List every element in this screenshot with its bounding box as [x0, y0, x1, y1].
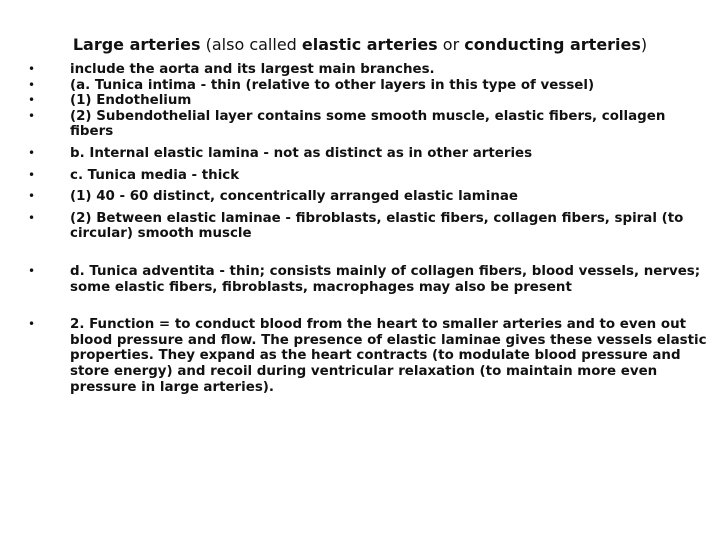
bullet-item: • (2) Between elastic laminae - fibroblasts, elastic fibers, collagen fibers, spiral (to circular) smooth muscle	[28, 211, 708, 242]
title-part-6: )	[640, 35, 648, 54]
bullet-item: • (2) Subendothelial layer contains some smooth muscle, elastic fibers, collagen fibers	[28, 109, 708, 140]
bullet-item: • b. Internal elastic lamina - not as distinct as in other arteries	[28, 146, 708, 162]
bullet-list	[28, 62, 708, 395]
bullet-item: • 2. Function = to conduct blood from the heart to smaller arteries and to even out blood pressure and flow. The presence of elastic laminae gives these vessels elastic properties. They expand as the heart contracts (to modulate blood pressure and store energy) and recoil during ventricular relaxation (to maintain more even pressure in large arteries).	[28, 317, 708, 395]
title-part-4: or	[437, 35, 465, 54]
bullet-item: • c. Tunica media - thick	[28, 168, 708, 184]
title-part-3: elastic arteries	[301, 35, 438, 54]
slide-title	[0, 34, 720, 56]
title-part-5: conducting arteries	[464, 35, 641, 54]
bullet-item: • (1) Endothelium	[28, 93, 708, 109]
bullet-item: • (1) 40 - 60 distinct, concentrically arranged elastic laminae	[28, 189, 708, 205]
title-part-1: Large arteries	[72, 35, 201, 54]
bullet-item: • include the aorta and its largest main branches.	[28, 62, 708, 78]
bullet-item: • (a. Tunica intima - thin (relative to other layers in this type of vessel)	[28, 78, 708, 94]
bullet-item: • d. Tunica adventita - thin; consists mainly of collagen fibers, blood vessels, nerves; some elastic fibers, fibroblasts, macrophages may also be present	[28, 264, 708, 295]
title-part-2: (also called	[200, 35, 302, 54]
